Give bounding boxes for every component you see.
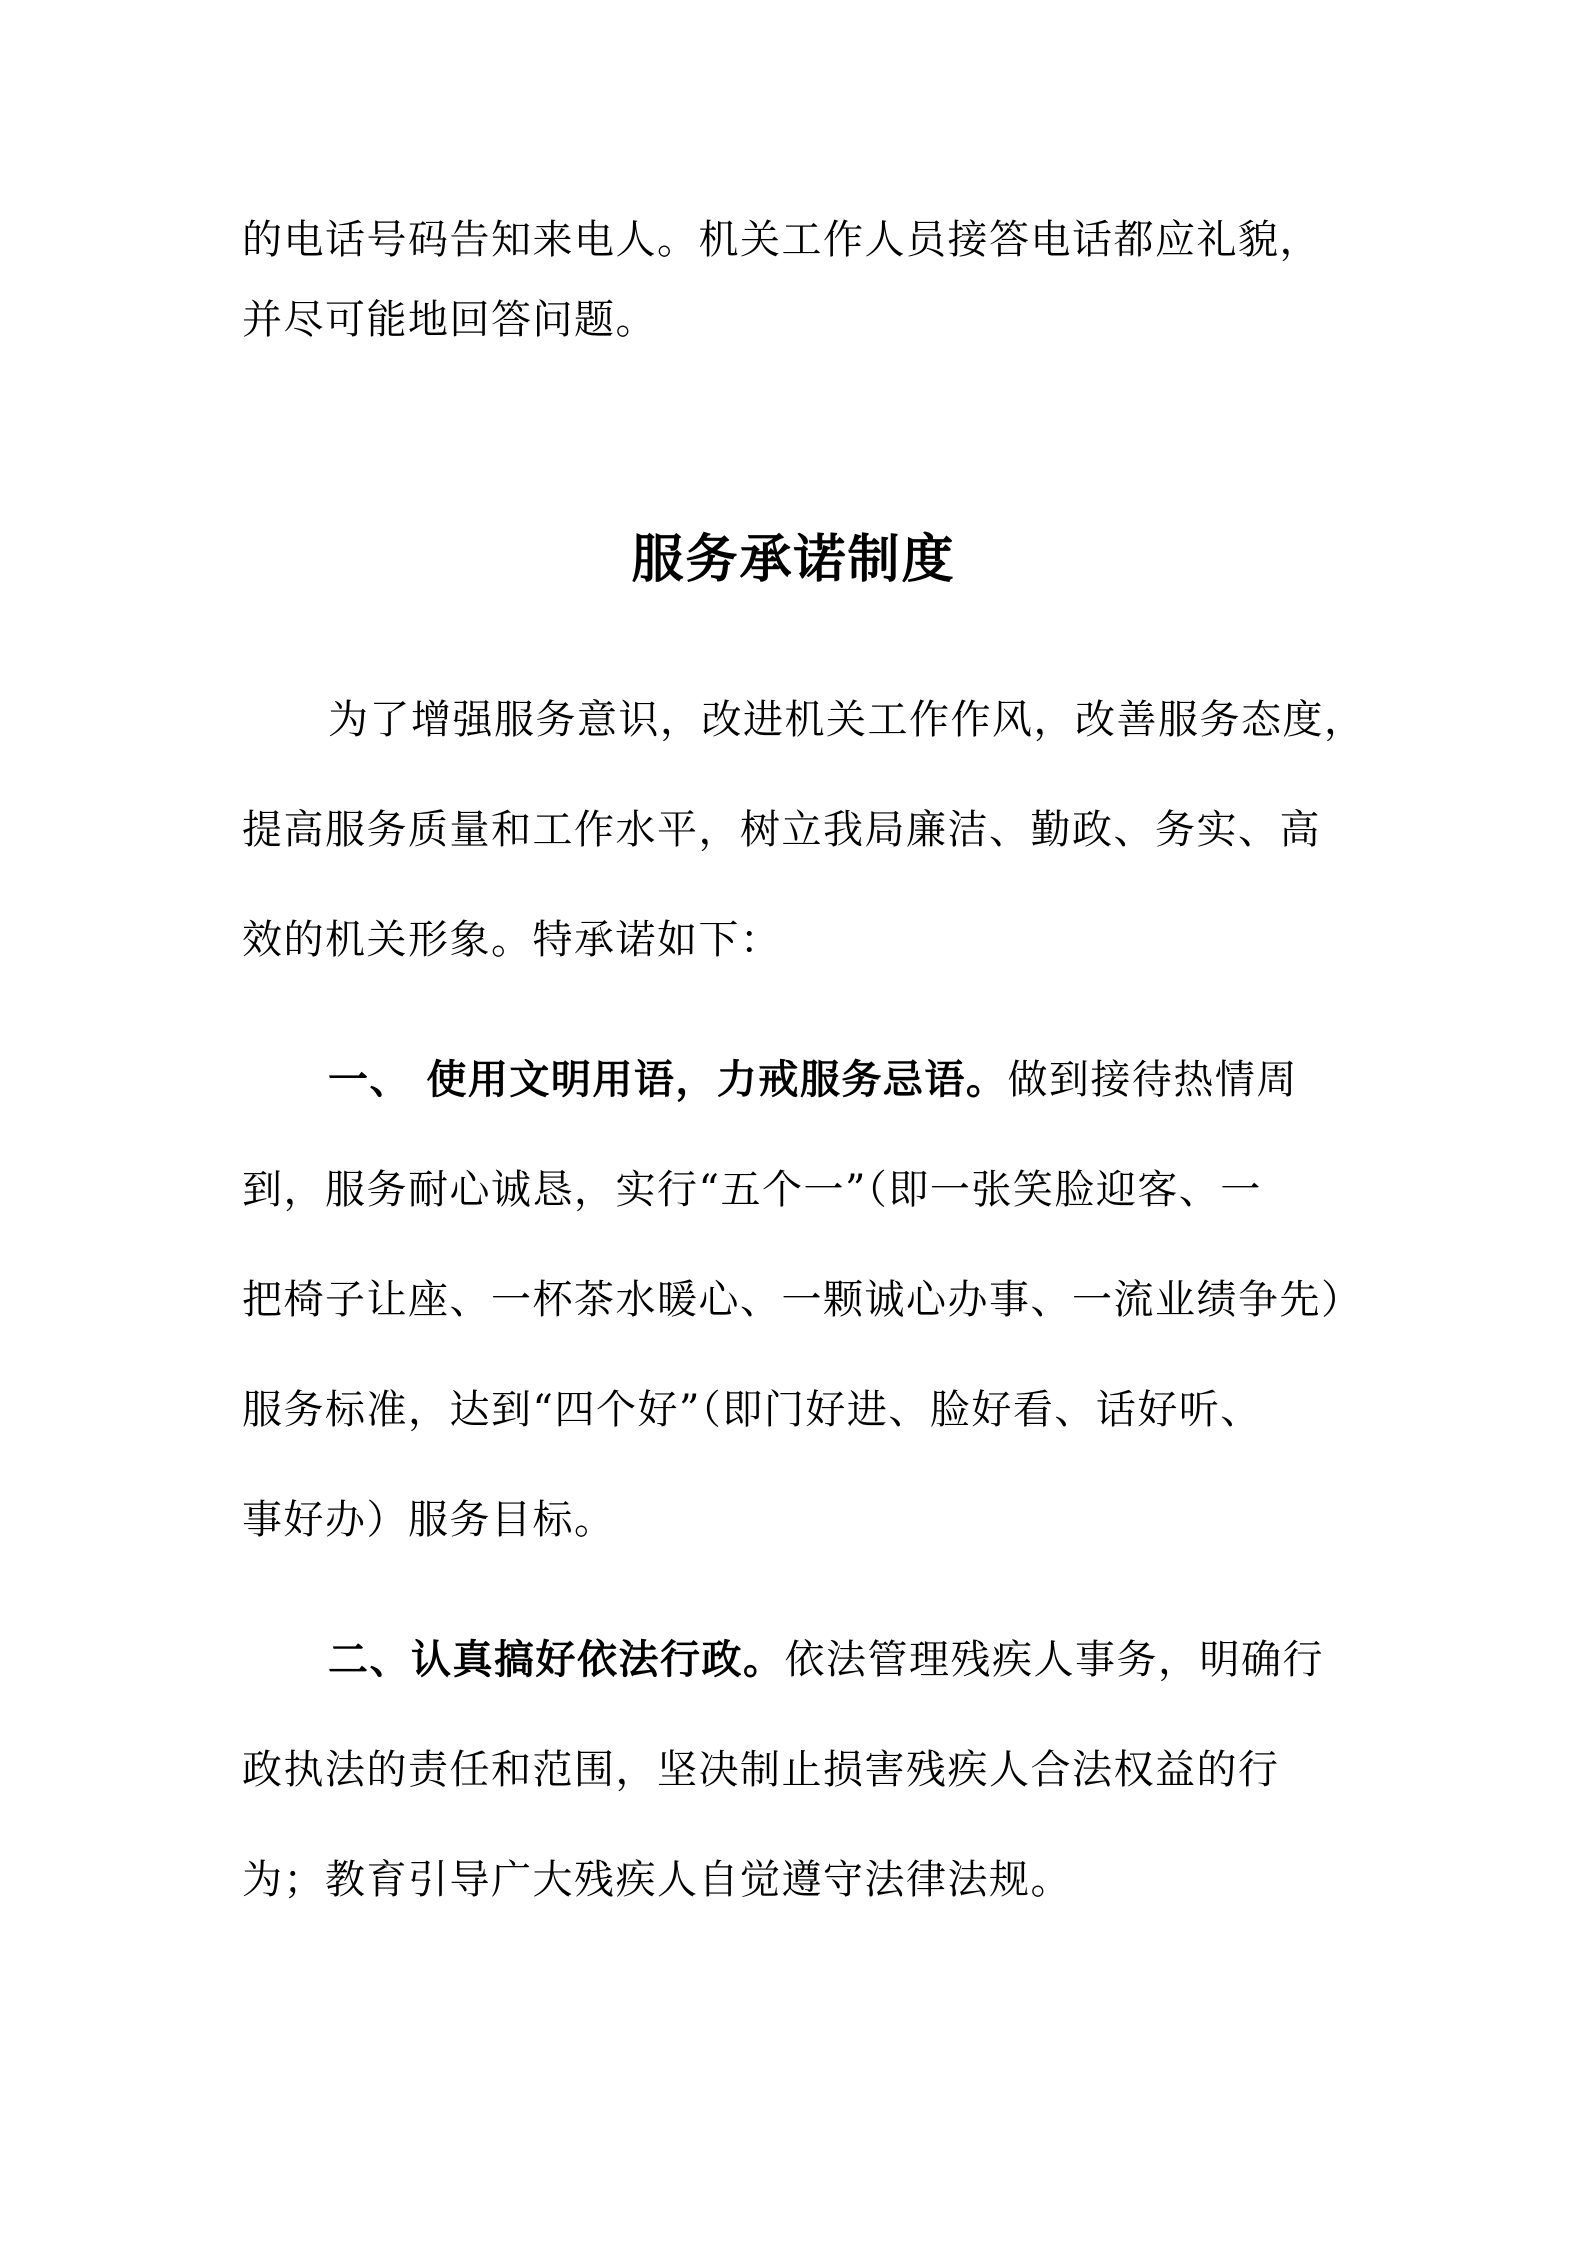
item-2-heading: 二、认真搞好依法行政。 [328,1637,785,1683]
intro-line: 提高服务质量和工作水平，树立我局廉洁、勤政、务实、高 [242,807,1321,853]
paragraph-line: 的电话号码告知来电人。机关工作人员接答电话都应礼貌， [242,217,1321,263]
intro-line: 为了增强服务意识，改进机关工作作风，改善服务态度， [328,697,1366,743]
section-title: 服务承诺制度 [631,530,956,590]
item-2-line: 为；教育引导广大残疾人自觉遵守法律法规。 [242,1857,1072,1903]
intro-line: 效的机关形象。特承诺如下： [242,917,782,963]
item-2-text: 依法管理残疾人事务，明确行 [784,1637,1324,1683]
item-1-first-line [328,1056,1298,1104]
item-2-first-line [328,1636,1324,1684]
item-1-line: 服务标准，达到“四个好”（即门好进、脸好看、话好听、 [242,1387,1262,1433]
item-1-text: 做到接待热情周 [1007,1057,1298,1103]
paragraph-line: 并尽可能地回答问题。 [242,297,657,343]
item-1-line: 把椅子让座、一杯茶水暖心、一颗诚心办事、一流业绩争先） [242,1277,1363,1323]
item-2-line: 政执法的责任和范围，坚决制止损害残疾人合法权益的行 [242,1747,1280,1793]
item-1-line: 到，服务耐心诚恳，实行“五个一”（即一张笑脸迎客、一 [242,1167,1262,1213]
item-1-line: 事好办）服务目标。 [242,1497,616,1543]
item-1-heading: 一、 使用文明用语，力戒服务忌语。 [328,1057,1008,1103]
